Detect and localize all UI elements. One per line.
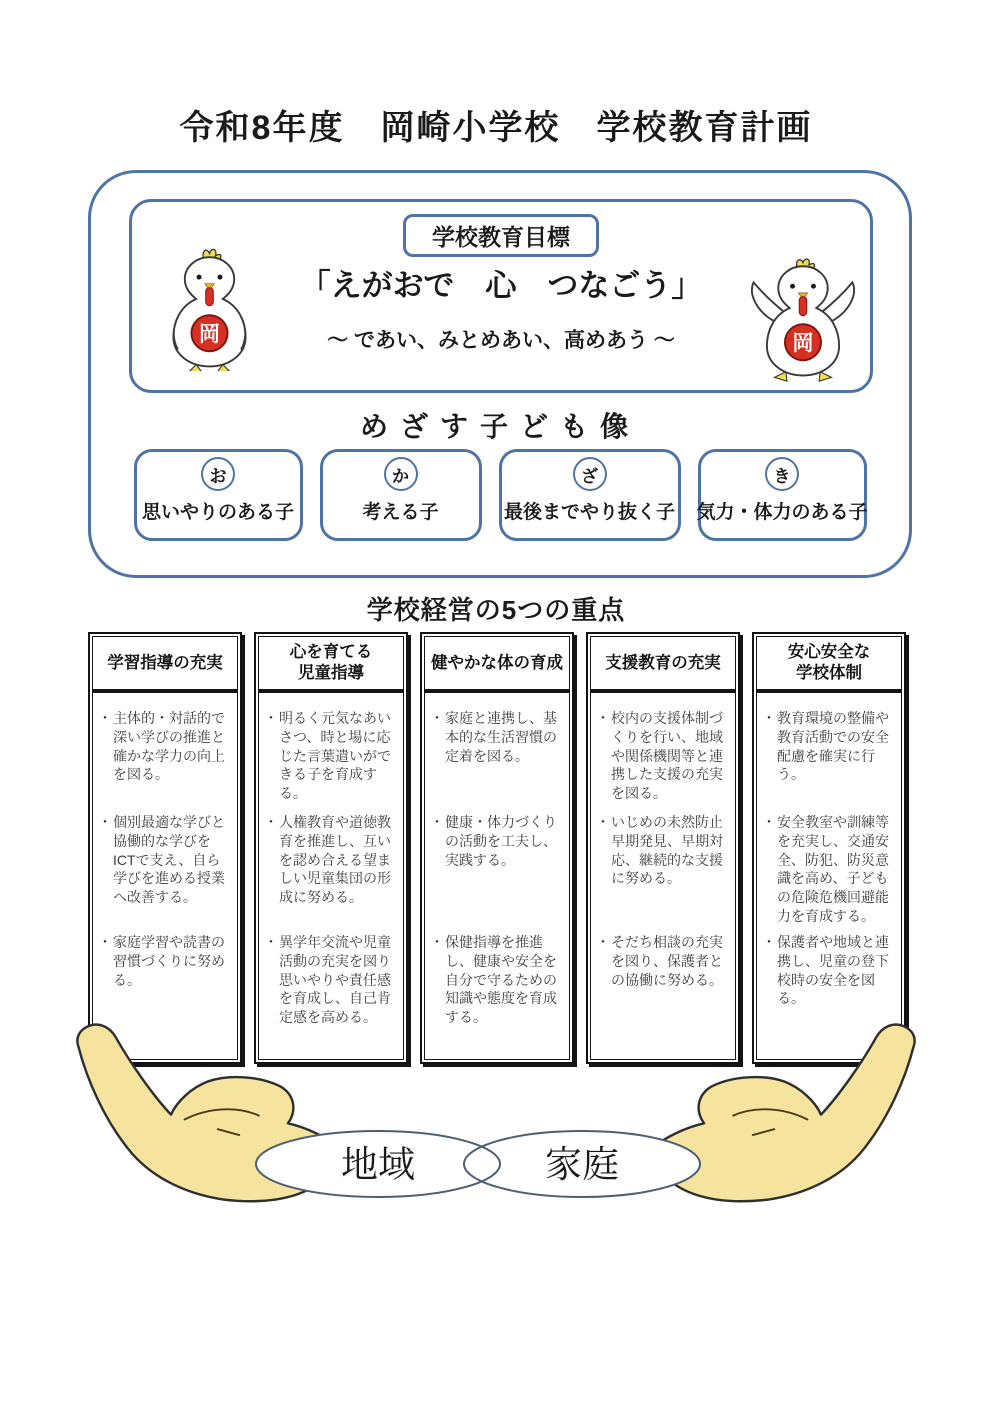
priority-item-list: [764, 709, 897, 1008]
title-line: 心を育てる: [289, 643, 373, 662]
child-card-label: 考える子: [362, 502, 439, 523]
foundation-label-family: 家庭: [545, 1144, 619, 1185]
priority-item: ・ いじめの未然防止早期発見、早期対応、継続的な支援に努める。: [598, 813, 731, 933]
priority-column-kokoro: [254, 632, 408, 1064]
priority-item: ・ 家庭学習や読書の習慣づくりに努める。: [100, 933, 233, 989]
children-cards-row: [91, 449, 909, 541]
priority-item: ・ そだち相談の充実を図り、保護者との協働に努める。: [598, 933, 731, 989]
kana-circle: き: [765, 457, 799, 491]
priority-column-title: [425, 637, 569, 693]
title-line: 安心安全な: [787, 643, 871, 662]
priority-item: ・ 異学年交流や児童活動の充実を図り思いやりや責任感を育成し、自己肯定感を高める。: [266, 933, 399, 1027]
priority-item: ・ 個別最適な学びと協働的な学びをICTで支え、自ら学びを進める授業へ改善する。: [100, 813, 233, 933]
priorities-columns: [88, 632, 906, 1060]
priority-column-anzen: [752, 632, 906, 1064]
child-card-label: 思いやりのある子: [141, 502, 294, 523]
priority-item: ・ 人権教育や道徳教育を推進し、互いを認め合える望ましい児童集団の形成に努める。: [266, 813, 399, 933]
foundation-label-community: 地域: [341, 1144, 415, 1185]
priority-column-title: [757, 637, 901, 693]
mascot-emblem-text: 岡: [199, 322, 220, 346]
education-goal-box: [129, 199, 873, 393]
child-card-omoiyari: [134, 449, 303, 541]
priority-column-karada: [420, 632, 574, 1064]
mascot-bird-right-icon: [746, 254, 860, 388]
education-goal-label: 学校教育目標: [403, 214, 599, 257]
page-title: 令和8年度 岡崎小学校 学校教育計画: [179, 109, 813, 147]
child-card-label: 気力・体力のある子: [696, 502, 868, 523]
mascot-bird-left-icon: [162, 246, 257, 376]
kana-circle: ざ: [573, 457, 607, 491]
priority-item: ・ 健康・体力づくりの活動を工夫し、実践する。: [432, 813, 565, 933]
education-goal-text: 「えがおで 心 つなごう」: [299, 268, 703, 303]
priority-item-list: [432, 709, 565, 1027]
priority-item: ・ 保護者や地域と連携し、児童の登下校時の安全を図る。: [764, 933, 897, 1008]
child-card-kangaeru: [320, 449, 482, 541]
school-goal-frame: [88, 170, 912, 578]
priorities-heading: 学校経営の5つの重点: [366, 595, 626, 625]
priority-column-gakushu: [88, 632, 242, 1064]
priority-item: ・ 保健指導を推進し、健康や安全を自分で守るための知識や態度を育成する。: [432, 933, 565, 1027]
priority-column-shien: [586, 632, 740, 1064]
title-line: 学習指導の充実: [107, 653, 223, 672]
child-card-kiryoku: [698, 449, 867, 541]
priority-item-list: [100, 709, 233, 989]
priority-column-title: [93, 637, 237, 693]
kana-circle: か: [384, 457, 418, 491]
child-card-yarinuku: [499, 449, 681, 541]
priority-item: ・ 主体的・対話的で深い学びの推進と確かな学力の向上を図る。: [100, 709, 233, 813]
priority-column-title: [591, 637, 735, 693]
priority-item: ・ 教育環境の整備や教育活動での安全配慮を確実に行う。: [764, 709, 897, 813]
priority-item-list: [598, 709, 731, 989]
title-line: 児童指導: [298, 664, 364, 682]
children-ideal-heading: めざす子ども像: [359, 411, 640, 442]
priority-item: ・ 安全教室や訓練等を充実し、交通安全、防犯、防災意識を高め、子どもの危険危機回避能力を育成する。: [764, 813, 897, 933]
child-card-label: 最後までやり抜く子: [503, 502, 675, 523]
priority-item: ・ 家庭と連携し、基本的な生活習慣の定着を図る。: [432, 709, 565, 813]
title-line: 学校体制: [796, 664, 862, 682]
priority-item: ・ 校内の支援体制づくりを行い、地域や関係機関等と連携した支援の充実を図る。: [598, 709, 731, 813]
education-goal-subtitle: ～ であい、みとめあい、高めあう ～: [327, 329, 675, 352]
priority-column-title: [259, 637, 403, 693]
title-line: 健やかな体の育成: [431, 653, 563, 672]
kana-circle: お: [201, 457, 235, 491]
priority-item: ・ 明るく元気なあいさつ、時と場に応じた言葉遣いができる子を育成する。: [266, 709, 399, 813]
mascot-emblem-text: 岡: [792, 331, 814, 355]
foundation-ellipses: [250, 1124, 710, 1204]
priority-item-list: [266, 709, 399, 1027]
title-line: 支援教育の充実: [605, 653, 721, 672]
